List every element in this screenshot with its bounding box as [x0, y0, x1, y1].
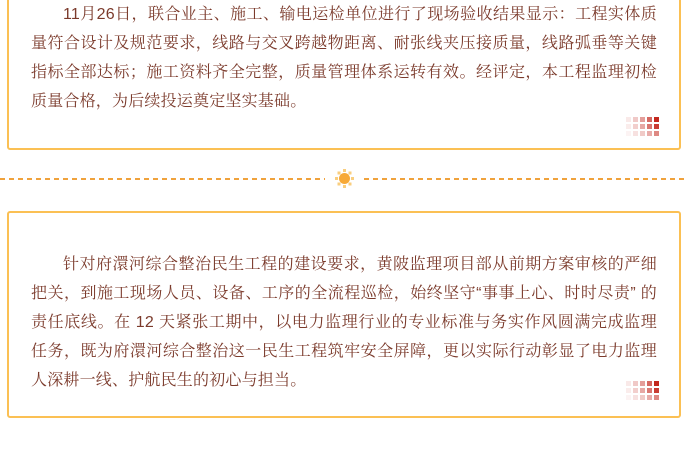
dot-cell [626, 395, 631, 400]
dot-cell [640, 388, 645, 393]
dot-cell [626, 117, 631, 122]
dot-cell [647, 117, 652, 122]
dot-cell [633, 388, 638, 393]
dot-cell [654, 131, 659, 136]
paragraph-text: 11月26日，联合业主、施工、输电运检单位进行了现场验收结果显示：工程实体质量符合设计及规范要求，线路与交叉跨越物距离、耐张线夹压接质量，线路弧垂等关键指标全部达标；施工资料齐全完整，质量管理体系运转有效。经评定，本工程监理初检质量合格，为后续投运奠定坚实基础。 [31, 6, 657, 110]
sun-icon [335, 169, 354, 188]
dot-cell [647, 395, 652, 400]
section-divider [0, 169, 688, 188]
paragraph-text: 针对府澴河综合整治民生工程的建设要求，黄陂监理项目部从前期方案审核的严细把关，到施工现场人员、设备、工序的全流程巡检，始终坚守“事事上心、时时尽责” 的责任底线。在 12 天紧张工期中，以电力监理行业的专业标准与务实作风圆满完成监理任务，既为府澴河综合整治这一民生工程筑牢安全屏障，更以实际行动彰显了电力监理人深耕一线、护航民生的初心与担当。 [31, 256, 657, 389]
dot-cell [647, 381, 652, 386]
divider-dash-line [0, 178, 325, 180]
dot-cell [633, 117, 638, 122]
dot-cell [633, 124, 638, 129]
dots-grid-icon [626, 381, 659, 400]
divider-dash-line [364, 178, 688, 180]
dot-cell [640, 381, 645, 386]
dot-cell [654, 117, 659, 122]
dot-cell [633, 381, 638, 386]
dots-grid-icon [626, 117, 659, 136]
dot-cell [640, 395, 645, 400]
dot-cell [654, 124, 659, 129]
dot-cell [647, 124, 652, 129]
dot-cell [654, 381, 659, 386]
dot-cell [640, 131, 645, 136]
dot-cell [633, 131, 638, 136]
dot-cell [640, 124, 645, 129]
dot-cell [626, 131, 631, 136]
dot-cell [640, 117, 645, 122]
dot-cell [647, 388, 652, 393]
dot-cell [633, 395, 638, 400]
dot-cell [626, 388, 631, 393]
dot-cell [647, 131, 652, 136]
dot-cell [626, 381, 631, 386]
dot-cell [654, 388, 659, 393]
content-card-summary [7, 211, 681, 418]
dot-cell [654, 395, 659, 400]
content-card-acceptance [7, 0, 681, 150]
dot-cell [626, 124, 631, 129]
